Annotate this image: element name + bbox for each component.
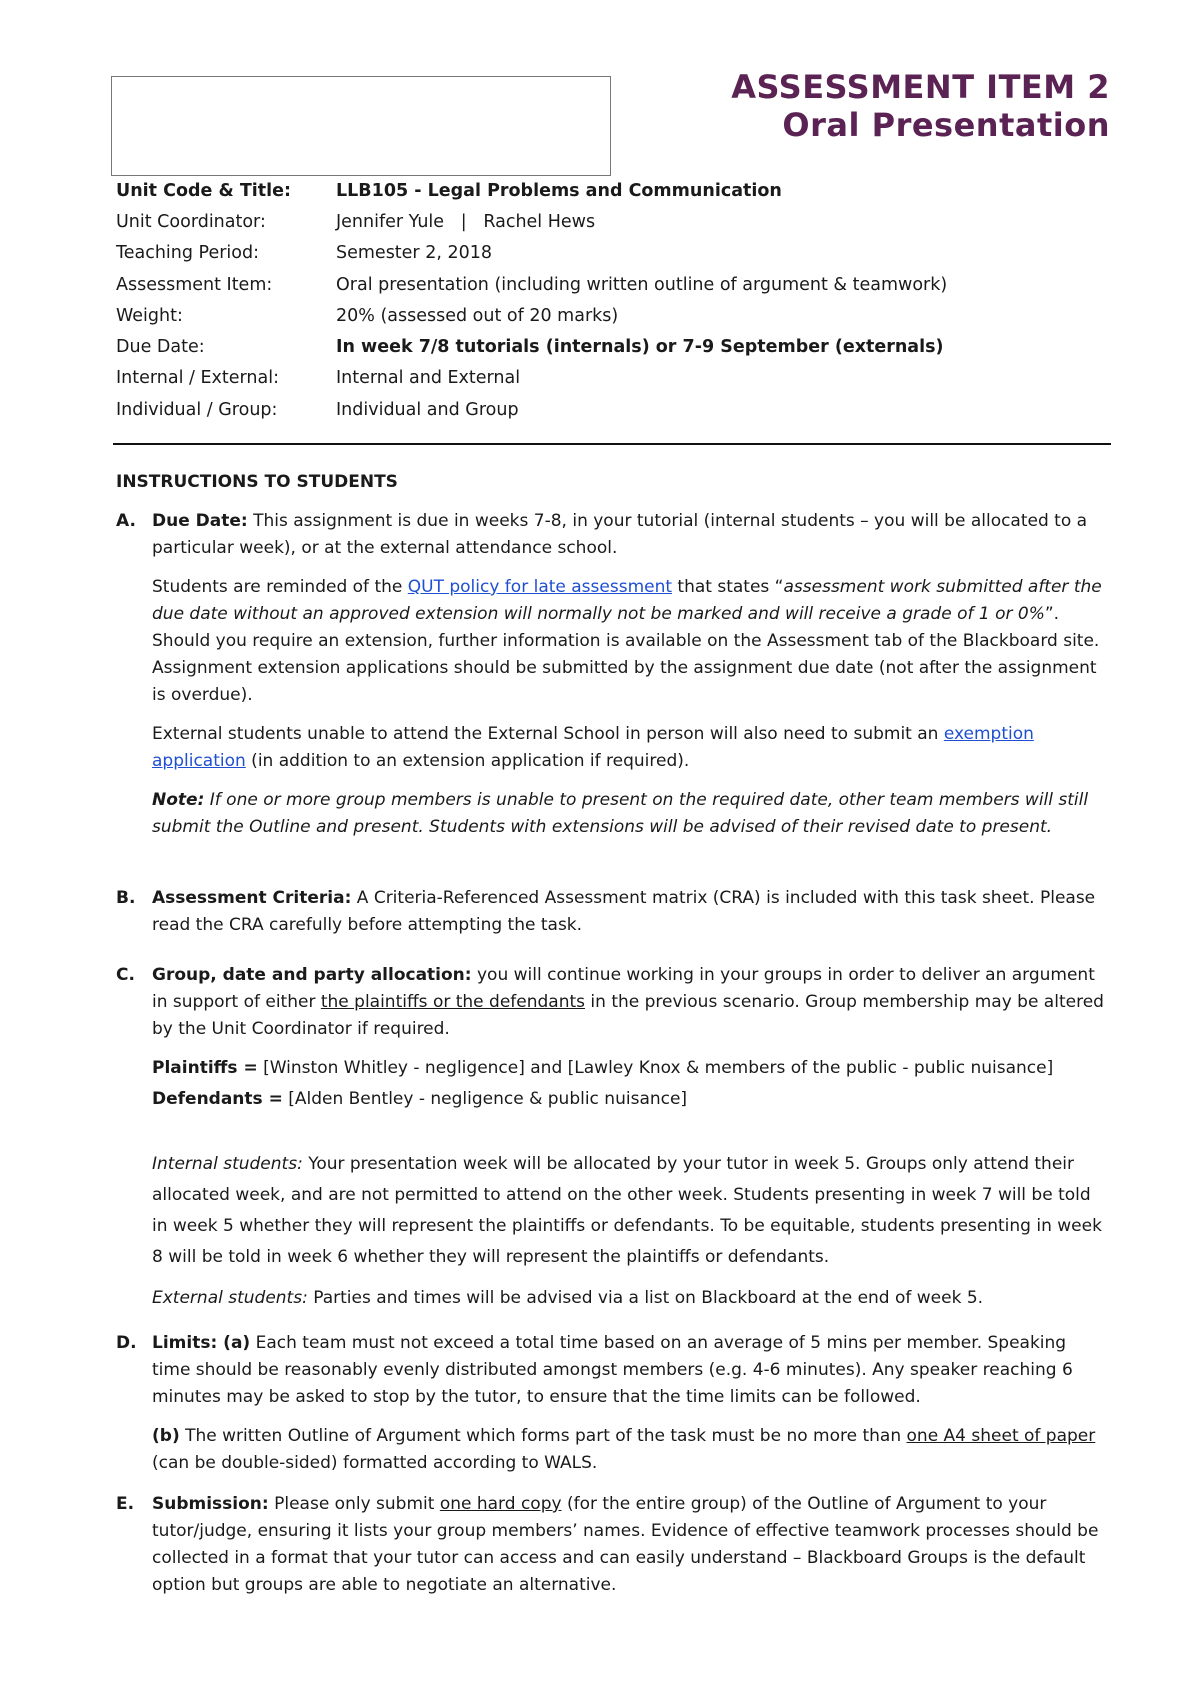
instructions-heading: INSTRUCTIONS TO STUDENTS — [116, 472, 398, 492]
defendants-label: Defendants = — [152, 1089, 283, 1109]
text-run: you will continue working in your groups in order to deliver an argument in support of either — [152, 965, 1095, 1012]
meta-row-teaching-period — [116, 238, 1116, 269]
section-a-paragraph-3 — [152, 721, 1106, 775]
meta-value: Oral presentation (including written outline of argument & teamwork) — [336, 274, 948, 295]
document-title — [731, 68, 1110, 144]
section-letter: B. — [116, 888, 136, 908]
defendants-line — [152, 1086, 1106, 1113]
text-run: External students unable to attend the External School in person will also need to submit an — [152, 724, 944, 744]
logo-placeholder-box — [111, 76, 611, 176]
meta-row-assessment-item — [116, 269, 1116, 300]
exemption-application-link[interactable]: exemption application — [152, 724, 1034, 771]
internal-students-label: Internal students: — [152, 1154, 303, 1174]
underlined-text: one hard copy — [439, 1494, 562, 1514]
text-run: that states “ — [672, 577, 784, 597]
limits-text-a: Each team must not exceed a total time based on an average of 5 mins per member. Speaking time should be reasonably evenly distributed amongst members (e.g. 4-6 minutes). Any speaker reaching 6 minutes may be asked to stop by the tutor, to ensure that the time limits can be followed. — [152, 1333, 1073, 1407]
section-c — [116, 962, 1106, 1324]
submission-paragraph — [152, 1491, 1106, 1599]
assessment-item-subtitle: Oral Presentation — [782, 106, 1110, 144]
section-a-paragraph-2 — [152, 574, 1106, 709]
meta-value: Jennifer Yule | Rachel Hews — [336, 211, 596, 232]
section-title: Assessment Criteria: — [152, 888, 352, 908]
meta-value: LLB105 - Legal Problems and Communication — [336, 180, 782, 201]
unit-details-table — [116, 175, 1116, 425]
meta-row-unit — [116, 175, 1116, 206]
section-c-paragraph-1 — [152, 962, 1106, 1043]
meta-label: Weight: — [116, 305, 183, 326]
underlined-text: one A4 sheet of paper — [906, 1426, 1096, 1446]
meta-label: Individual / Group: — [116, 399, 278, 420]
horizontal-divider — [113, 443, 1111, 445]
meta-row-weight — [116, 300, 1116, 331]
internal-students-paragraph — [152, 1149, 1106, 1273]
late-assessment-policy-link[interactable]: QUT policy for late assessment — [407, 577, 673, 597]
meta-label: Assessment Item: — [116, 274, 273, 295]
policy-quote: assessment work submitted after the due date without an approved extension will normally not be marked and will receive a grade of 1 or 0% — [152, 577, 1102, 624]
plaintiffs-line — [152, 1055, 1106, 1082]
note-label: Note: — [152, 790, 205, 810]
text-run: (in addition to an extension application if required). — [245, 751, 690, 771]
meta-label: Unit Code & Title: — [116, 180, 291, 201]
meta-label: Teaching Period: — [116, 243, 260, 264]
meta-label: Internal / External: — [116, 368, 279, 389]
internal-students-text: Your presentation week will be allocated by your tutor in week 5. Groups only attend their allocated week, and are not permitted to attend on the other week. Students presenting in week 7 will be told in week 5 whether they will represent the plaintiffs or defendants. To be equitable, students presenting in week 8 will be told in week 6 whether they will represent the plaintiffs or defendants. — [152, 1154, 1102, 1267]
text-run: (can be double-sided) formatted according to WALS. — [152, 1453, 598, 1473]
section-title: Due Date: — [152, 511, 248, 531]
meta-row-due-date — [116, 331, 1116, 362]
defendants-text: [Alden Bentley - negligence & public nuisance] — [282, 1089, 688, 1109]
section-b-paragraph — [152, 885, 1106, 939]
meta-row-internal-external — [116, 363, 1116, 394]
section-letter: C. — [116, 965, 135, 985]
section-a — [116, 508, 1106, 853]
limits-paragraph-b — [152, 1423, 1106, 1477]
section-title: Submission: — [152, 1494, 269, 1514]
section-title: Limits: — [152, 1333, 218, 1353]
section-text: This assignment is due in weeks 7-8, in your tutorial (internal students – you will be allocated to a particular week), or at the external attendance school. — [152, 511, 1088, 558]
meta-value: Semester 2, 2018 — [336, 243, 492, 264]
external-students-text: Parties and times will be advised via a list on Blackboard at the end of week 5. — [307, 1288, 984, 1308]
section-a-paragraph-1 — [152, 508, 1106, 562]
meta-label: Unit Coordinator: — [116, 211, 266, 232]
section-letter: A. — [116, 511, 136, 531]
meta-value: In week 7/8 tutorials (internals) or 7-9 September (externals) — [336, 337, 944, 358]
section-title: Group, date and party allocation: — [152, 965, 472, 985]
text-run: (for the entire group) of the Outline of Argument to your tutor/judge, ensuring it lists your group members’ names. Evidence of effective teamwork processes should be collected in a format that your tutor can access and can easily understand – Blackboard Groups is the default option but groups are able to negotiate an alternative. — [152, 1494, 1099, 1595]
item-label: (b) — [152, 1426, 180, 1446]
section-letter: D. — [116, 1333, 137, 1353]
note-text: If one or more group members is unable to present on the required date, other team members will still submit the Outline and present. Students with extensions will be advised of their revised date to present. — [152, 790, 1089, 837]
text-run: Please only submit — [268, 1494, 440, 1514]
section-text: A Criteria-Referenced Assessment matrix (CRA) is included with this task sheet. Please read the CRA carefully before attempting the task. — [152, 888, 1096, 935]
section-d — [116, 1330, 1106, 1489]
section-a-note — [152, 787, 1106, 841]
underlined-text: the plaintiffs or the defendants — [320, 992, 586, 1012]
assessment-item-heading: ASSESSMENT ITEM 2 — [731, 68, 1110, 106]
plaintiffs-text: [Winston Whitley - negligence] and [Lawley Knox & members of the public - public nuisance] — [257, 1058, 1054, 1078]
text-run: Students are reminded of the — [152, 577, 408, 597]
meta-value: Internal and External — [336, 368, 521, 389]
plaintiffs-label: Plaintiffs = — [152, 1058, 258, 1078]
external-students-paragraph — [152, 1285, 1106, 1312]
text-run: ”. Should you require an extension, further information is available on the Assessment tab of the Blackboard site. Assignment extension applications should be submitted by the assignment due date (not after the assignment is overdue). — [152, 604, 1100, 705]
text-run: in the previous scenario. Group membership may be altered by the Unit Coordinator if required. — [152, 992, 1104, 1039]
text-run: The written Outline of Argument which forms part of the task must be no more than — [179, 1426, 907, 1446]
meta-value: 20% (assessed out of 20 marks) — [336, 305, 619, 326]
meta-row-coordinator — [116, 206, 1116, 237]
limits-paragraph-a — [152, 1330, 1106, 1411]
external-students-label: External students: — [152, 1288, 308, 1308]
meta-row-individual-group — [116, 394, 1116, 425]
section-letter: E. — [116, 1494, 135, 1514]
section-e — [116, 1491, 1106, 1611]
item-label: (a) — [217, 1333, 251, 1353]
meta-label: Due Date: — [116, 337, 205, 358]
section-b — [116, 885, 1106, 951]
meta-value: Individual and Group — [336, 399, 519, 420]
